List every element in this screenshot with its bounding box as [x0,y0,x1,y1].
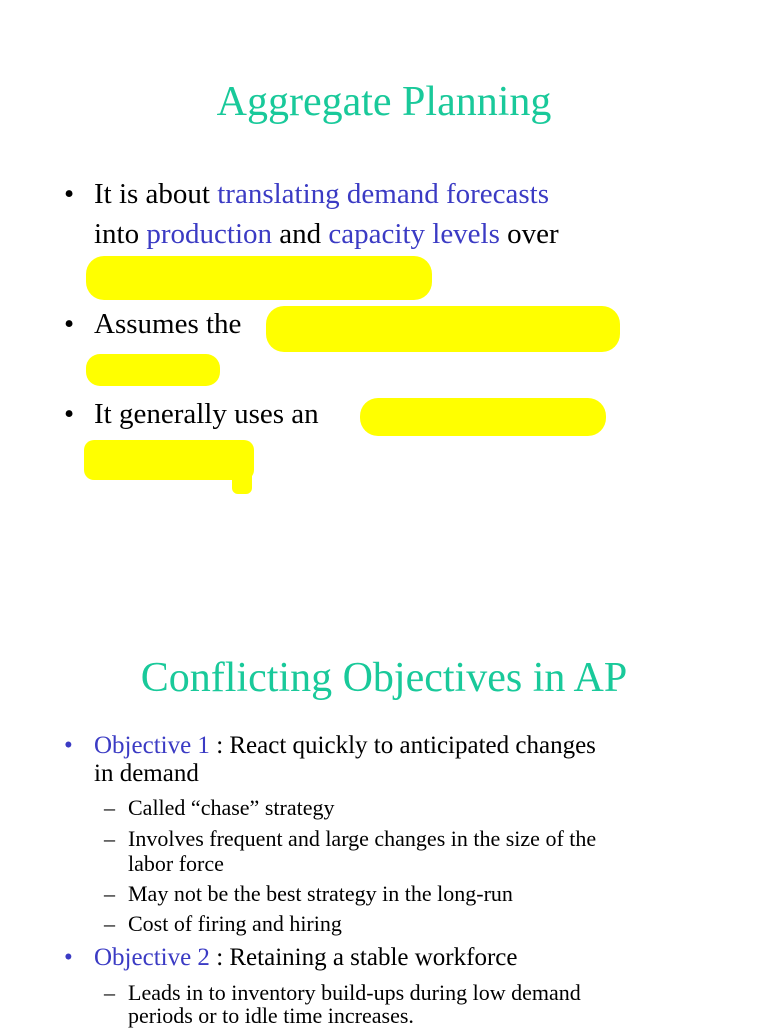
bullet-dot-icon: • [64,944,73,971]
yellow-highlight-redaction [360,398,606,436]
bullet-1-line-2: into production and capacity levels over [94,218,559,250]
objective-2-line-1: Objective 2 : Retaining a stable workforce [94,944,518,971]
slide2-title: Conflicting Objectives in AP [140,655,628,701]
bullet-dot-icon: • [64,732,73,759]
objective-1-line-1: Objective 1 : React quickly to anticipated changes [94,732,596,759]
yellow-highlight-redaction [266,306,620,352]
bullet-dot-icon: • [64,308,75,340]
yellow-highlight-redaction [86,354,220,386]
bullet-dot-icon: • [64,178,75,210]
yellow-highlight-redaction [86,256,432,300]
bullet-1-line-1: It is about translating demand forecasts [94,178,550,210]
slide1-title: Aggregate Planning [216,79,552,125]
yellow-highlight-redaction [84,440,254,480]
bullet-dot-icon: • [64,398,75,430]
yellow-highlight-redaction [232,470,252,494]
